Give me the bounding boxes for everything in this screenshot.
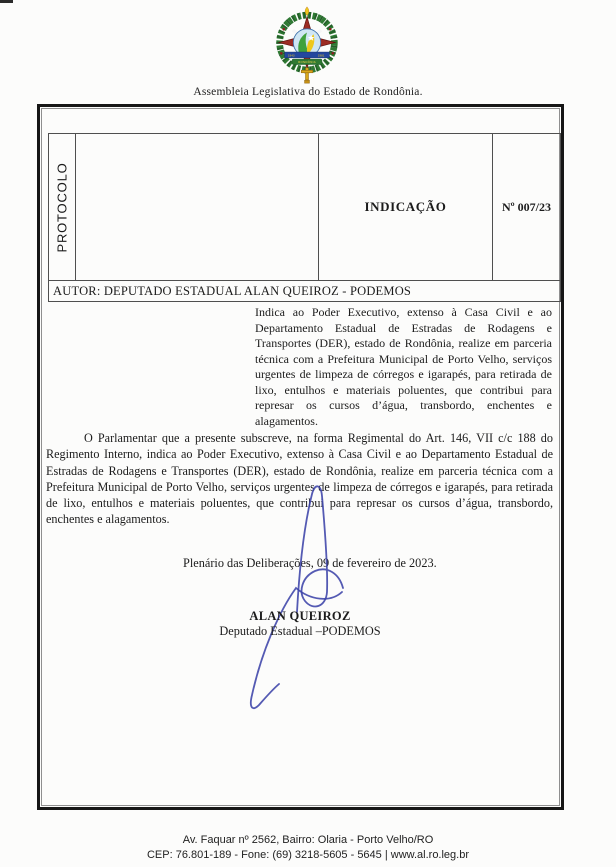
rondonia-coat-of-arms-icon [263,6,351,84]
footer-address: Av. Faquar nº 2562, Bairro: Olaria - Porto Velho/RO [182,834,434,846]
signatory-title: Deputado Estadual –PODEMOS [219,623,381,638]
signature-ink [230,460,430,730]
org-name: Assembleia Legislativa do Estado de Rondônia. [193,86,423,98]
footer-contact: CEP: 76.801-189 - Fone: (69) 3218-5605 - 5645 | www.al.ro.leg.br [146,848,470,861]
signature-block [140,609,460,638]
protocolo-cell [49,134,76,280]
ementa-paragraph: Indica ao Poder Executivo, extenso à Casa Civil e ao Departamento Estadual de Estradas de Rodagens e Transportes (DER), estado de Rondônia, realize em parceria técnica com a Prefeitura Municipal de Porto Velho, serviços urgentes de limpeza de córregos e igarapés, para retirada de lixo, entulhos e materiais poluentes, que contribui para represar os cursos d’água, transbordo, enchentes e alagamentos. [255,305,552,428]
emblem-year-right: 1981 [317,53,325,58]
emblem-banner-text: RONDÔNIA [298,60,316,65]
author-row [49,280,560,301]
emblem-year-left: 1943 [287,53,295,58]
protocol-table-row [49,134,560,280]
doc-number-label: Nº 007/23 [502,199,551,214]
protocol-stamp-empty-cell [76,134,319,280]
date-line: Plenário das Deliberações, 09 de fevereiro de 2023. [183,556,437,570]
protocol-table [48,133,561,302]
scan-artifact [0,0,13,3]
author-line: AUTOR: DEPUTADO ESTADUAL ALAN QUEIROZ - PODEMOS [53,283,412,298]
signatory-name: ALAN QUEIROZ [249,609,351,623]
doc-number-cell [493,134,560,280]
doc-type-cell [319,134,493,280]
protocolo-vertical-label: PROTOCOLO [54,161,70,253]
footer [0,833,616,862]
doc-type-label: INDICAÇÃO [364,199,447,214]
body-paragraph: O Parlamentar que a presente subscreve, na forma Regimental do Art. 146, VII c/c 188 do Regimento Interno, indica ao Poder Executivo, extenso à Casa Civil e ao Departamento Estadual de Estradas de Rodagens e Transportes (DER), estado de Rondônia, realize em parceria técnica com a Prefeitura Municipal de Porto Velho, serviços urgentes de limpeza de córregos e igarapés, para retirada de lixo, entulhos e materiais poluentes, que contribui para represar os cursos d’água, transbordo, enchentes e alagamentos. [46,431,553,527]
